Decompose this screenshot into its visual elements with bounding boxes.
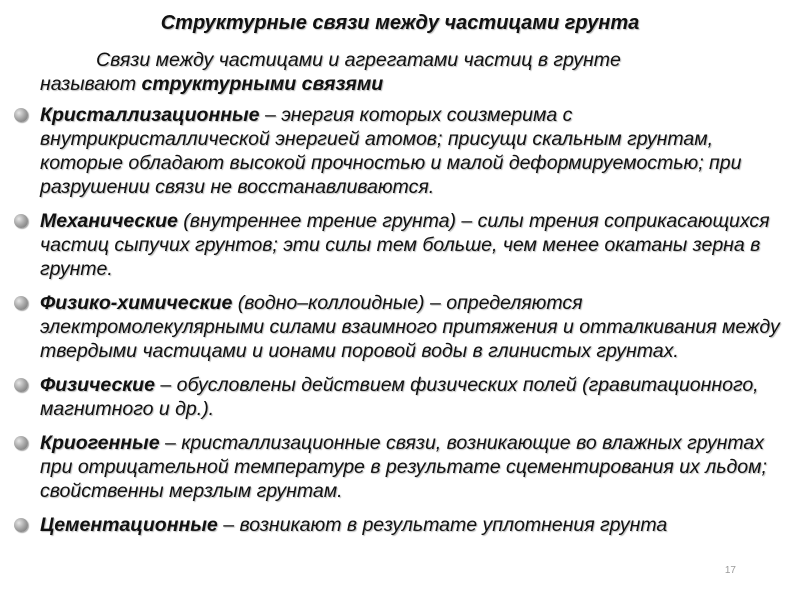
intro-line-2-term: структурными связями [141, 73, 384, 95]
page-number: 17 [724, 565, 736, 576]
item-term: Физико-химические [40, 292, 233, 314]
bullet-icon [14, 436, 28, 450]
list-item [0, 373, 800, 421]
list-item [0, 209, 800, 281]
bullet-icon [14, 518, 28, 532]
list-item [0, 103, 800, 199]
bullet-icon [14, 214, 28, 228]
bullet-list [0, 103, 800, 537]
item-text: – возникают в результате уплотнения грунта [217, 514, 668, 536]
slide-title: Структурные связи между частицами грунта [160, 12, 640, 34]
intro-line-2-prefix: называют [40, 73, 142, 95]
item-term: Кристаллизационные [40, 104, 260, 126]
item-text: – энергия которых соизмерима с внутрикристаллической энергией атомов; присущи скальным грунтам, которые обладают высокой прочностью и малой деформируемостью; при разрушении связи не восстанавливаются. [40, 104, 742, 198]
item-text: (внутреннее трение грунта) – силы трения соприкасающихся частиц сыпучих грунтов; эти силы тем больше, чем менее окатаны зерна в грунте. [40, 210, 770, 280]
item-term: Физические [40, 374, 155, 396]
bullet-icon [14, 378, 28, 392]
item-term: Криогенные [40, 432, 160, 454]
bullet-icon [14, 108, 28, 122]
intro-line-1: Связи между частицами и агрегатами частиц в грунте [96, 49, 621, 71]
item-text: – обусловлены действием физических полей (гравитационного, магнитного и др.). [40, 374, 759, 420]
item-term: Механические [40, 210, 178, 232]
list-item [0, 291, 800, 363]
item-term: Цементационные [40, 514, 218, 536]
bullet-icon [14, 296, 28, 310]
item-text: – кристаллизационные связи, возникающие во влажных грунтах при отрицательной температуре в результате сцементирования их льдом; свойственны мерзлым грунтам. [40, 432, 767, 502]
intro-paragraph [40, 48, 780, 96]
list-item [0, 431, 800, 503]
item-text: (водно–коллоидные) – определяются электромолекулярными силами взаимного притяжения и отталкивания между твердыми частицами и ионами поровой воды в глинистых грунтах. [40, 292, 780, 362]
list-item [0, 513, 800, 537]
